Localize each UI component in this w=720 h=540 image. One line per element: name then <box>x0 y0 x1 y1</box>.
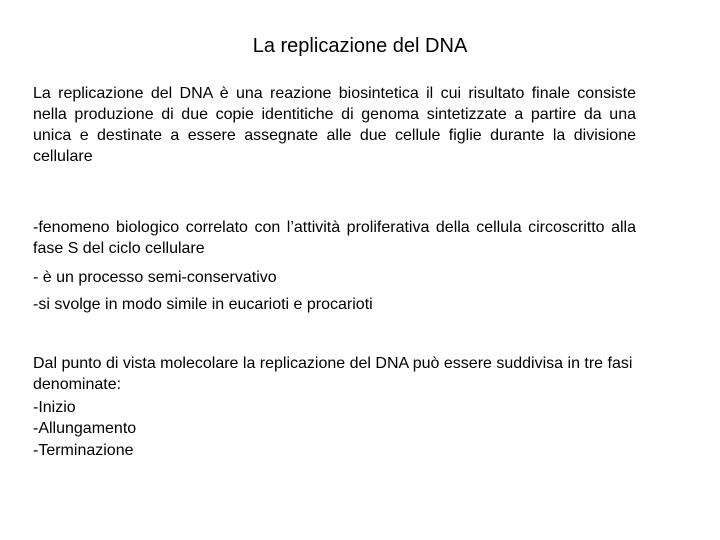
phase-item: -Allungamento <box>33 420 137 437</box>
intro-paragraph: La replicazione del DNA è una reazione biosintetica il cui risultato finale consiste nella produzione di due copie identitiche di genoma sintetizzate a partire da una unica e destinate a essere assegnate alle due cellule figlie durante la divisione cellulare <box>33 85 636 165</box>
phases-intro: Dal punto di vista molecolare la replicazione del DNA può essere suddivisa in tre fasi denominate: <box>33 355 633 393</box>
phase-item: -Inizio <box>33 399 76 416</box>
feature-item: - è un processo semi-conservativo <box>33 269 277 286</box>
feature-item: -si svolge in modo simile in eucarioti e procarioti <box>33 296 373 313</box>
slide-title: La replicazione del DNA <box>252 35 468 57</box>
feature-item: -fenomeno biologico correlato con l’attività proliferativa della cellula circoscritto alla fase S del ciclo cellulare <box>33 219 636 257</box>
phase-item: -Terminazione <box>33 442 134 459</box>
